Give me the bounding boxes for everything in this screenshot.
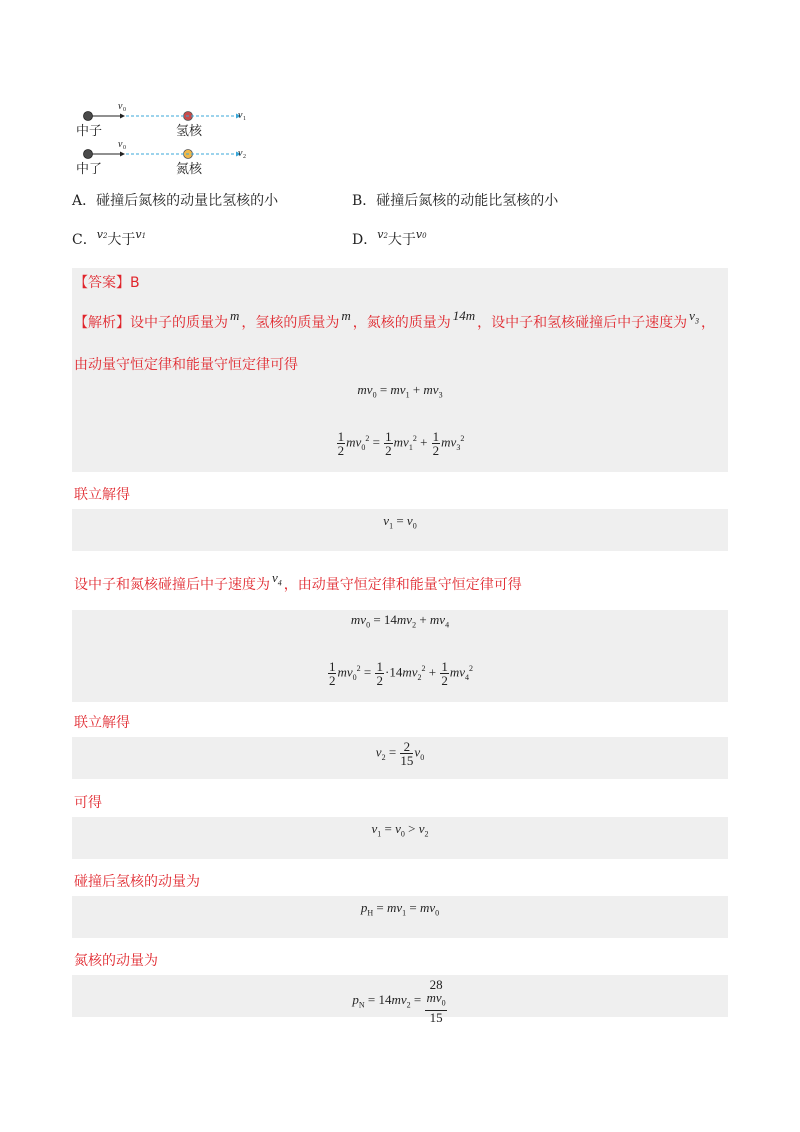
result-block-3 — [72, 817, 728, 859]
result-block-2 — [72, 737, 728, 779]
result-block-1 — [72, 509, 728, 551]
answer-block — [72, 268, 728, 472]
thus-label: 可得 — [74, 795, 102, 811]
hydrogen-momentum-label: 碰撞后氢核的动量为 — [74, 874, 200, 890]
nitrogen-eq-block — [72, 610, 728, 702]
result-block-5 — [72, 975, 728, 1025]
answer-line: 【答案】B — [74, 275, 140, 291]
svg-text:v: v — [118, 101, 123, 112]
option-c-prefix: C． — [72, 232, 97, 248]
option-d-v-a: v2 — [377, 228, 388, 241]
option-d-prefix: D． — [352, 232, 378, 248]
v2-result: $v_2$ = $\frac{2}{15}$ $v_0$ — [375, 739, 425, 768]
nitrogen-momentum-eq: $p_N = 14mv_2$ = 28 $mv_0$ 15 — [352, 977, 446, 1025]
result-block-4 — [72, 896, 728, 938]
option-c[interactable] — [72, 230, 146, 252]
option-a[interactable]: A．碰撞后氮核的动量比氢核的小 — [72, 193, 279, 209]
option-b[interactable]: B．碰撞后氮核的动能比氢核的小 — [352, 193, 559, 209]
momentum-eq-1: $mv_0 = mv_1 + mv_3$ — [357, 382, 443, 400]
analysis-line: 【解析】设中子的质量为 m ，氢核的质量为 m ，氮核的质量为 14m ，设中子和氢核碰撞后中子速度为 $v_3$ ， — [74, 308, 715, 331]
nitrogen-label: 氮核 — [176, 162, 203, 177]
option-c-mid: 大于 — [107, 232, 136, 248]
svg-text:0: 0 — [123, 107, 126, 113]
option-d-mid: 大于 — [387, 232, 416, 248]
option-d-v-b: v0 — [415, 228, 427, 241]
svg-text:0: 0 — [123, 145, 126, 151]
nitrogen-collision-line: 设中子和氮核碰撞后中子速度为 $v_4$ ，由动量守恒定律和能量守恒定律可得 — [74, 570, 522, 593]
neutron-label-1: 中子 — [76, 124, 103, 139]
option-c-v-b: v1 — [135, 228, 147, 241]
hydrogen-momentum-eq: $p_H = mv_1 = mv_0$ — [360, 900, 440, 918]
analysis-line-2: 由动量守恒定律和能量守恒定律可得 — [74, 357, 298, 373]
v1-equals-v0: $v_1 = v_0$ — [383, 513, 417, 531]
neutron-label-2: 中了 — [76, 162, 103, 177]
energy-eq-1: $\frac{1}{2}$ $mv_0^2$ = $\frac{1}{2}$ $mv_1^2$ + $\frac{1}{2}$ $mv_3^2$ — [337, 429, 465, 458]
nitrogen-momentum-label: 氮核的动量为 — [74, 953, 158, 969]
momentum-eq-2: $mv_0 = 14mv_2 + mv_4$ — [350, 612, 450, 630]
velocity-inequality: $v_1 = v_0 > v_2$ — [371, 821, 429, 839]
energy-eq-2: $\frac{1}{2}$ $mv_0^2$ = $\frac{1}{2}$ $\cdot 14mv_2^2$ + $\frac{1}{2}$ $mv_4^2$ — [328, 659, 474, 688]
option-c-v-a: v2 — [96, 228, 108, 241]
svg-text:2: 2 — [243, 154, 246, 160]
svg-text:v: v — [238, 110, 243, 121]
svg-text:1: 1 — [243, 116, 246, 122]
option-d[interactable] — [352, 230, 427, 252]
solve-label-2: 联立解得 — [74, 715, 130, 731]
svg-text:v: v — [118, 139, 123, 150]
solve-label-1: 联立解得 — [74, 487, 130, 503]
hydrogen-label: 氢核 — [176, 124, 203, 139]
svg-text:v: v — [238, 148, 243, 159]
